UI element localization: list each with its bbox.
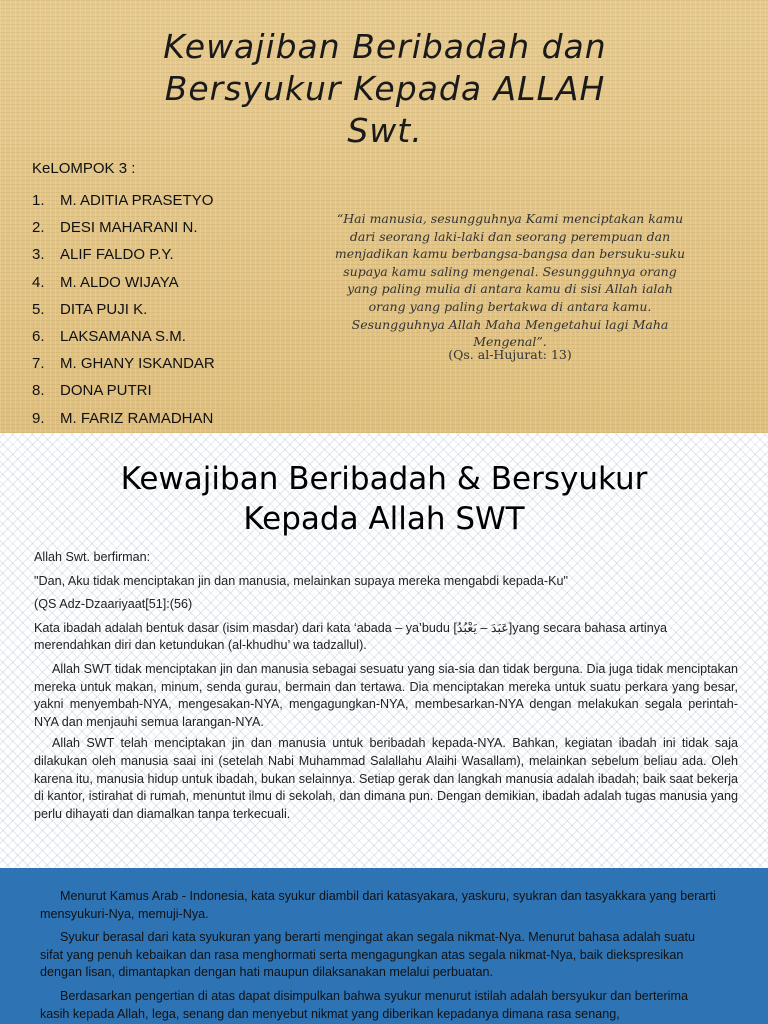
paragraph: Allah SWT telah menciptakan jin dan manusia untuk beribadah kepada-NYA. Bahkan, kegiatan ibadah ini tidak saja dilakukan oleh manusia saai ini (setelah Nabi Muhammad Salallahu Alaihi Wasallam), melainkan sebelum beliau ada. Oleh karena itu, manusia hidup untuk ibadah, bukan selainnya. Setiap gerak dan langkah manusia adalah ibadah; baik saat bekerja di kantor, istirahat di rumah, menuntut ilmu di sekolah, dan dimana pun. Dengan demikian, ibadah adalah tugas manusia yang perlu dihayati dan diamalkan tanpa terkecuali.: [34, 736, 738, 821]
slide2-body: [34, 549, 738, 827]
quran-quote: [315, 210, 705, 351]
slide1-title: [60, 26, 710, 152]
quote-line: orang yang paling bertakwa di antara kamu.: [368, 298, 652, 314]
quote-line: menjadikan kamu berbangsa-bangsa dan bersuku-suku: [334, 246, 686, 262]
member-item: [32, 272, 215, 299]
slide2-title-line: Kepada Allah SWT: [243, 501, 525, 537]
member-number: 7.: [32, 355, 45, 373]
member-number: 6.: [32, 327, 45, 345]
quote-line: Mengenal”.: [473, 334, 547, 350]
slide-ibadah: [0, 433, 768, 868]
member-item: [32, 244, 215, 271]
quote-line: supaya kamu saling mengenal. Sesungguhnya orang: [343, 263, 677, 279]
paragraph: Menurut Kamus Arab - Indonesia, kata syukur diambil dari katasyakara, yaskuru, syukran dan tasyakkara yang berarti mensyukuri-Nya, memuji-Nya.: [40, 889, 716, 921]
member-name: M. FARIZ RAMADHAN: [60, 409, 214, 427]
quote-line: dari seorang laki-laki dan seorang perempuan dan: [349, 228, 671, 244]
member-list: [32, 190, 215, 433]
member-number: 8.: [32, 382, 45, 400]
member-name: LAKSAMANA S.M.: [60, 327, 186, 345]
member-name: M. GHANY ISKANDAR: [60, 355, 215, 373]
member-item: [32, 380, 215, 407]
member-name: DITA PUJI K.: [60, 300, 148, 318]
quote-line: “Hai manusia, sesungguhnya Kami menciptakan kamu: [336, 211, 684, 226]
member-item: [32, 217, 215, 244]
paragraph: Berdasarkan pengertian di atas dapat disimpulkan bahwa syukur menurut istilah adalah bersyukur dan berterima kasih kepada Allah, lega, senang dan menyebut nikmat yang diberikan kepadanya dimana rasa senang,: [40, 988, 688, 1021]
member-number: 5.: [32, 300, 45, 318]
member-name: DESI MAHARANI N.: [60, 219, 198, 237]
member-name: M. ALDO WIJAYA: [60, 273, 179, 291]
quote-reference: (Qs. al-Hujurat: 13): [448, 347, 572, 362]
slide-title-group: [0, 0, 768, 433]
verse-quote: "Dan, Aku tidak menciptakan jin dan manusia, melainkan supaya mereka mengabdi kepada-Ku": [34, 573, 568, 588]
member-number: 9.: [32, 409, 45, 427]
member-name: ALIF FALDO P.Y.: [60, 246, 174, 264]
member-item: [32, 326, 215, 353]
slide2-title-line: Kewajiban Beribadah & Bersyukur: [120, 461, 648, 497]
member-name: M. ADITIA PRASETYO: [60, 192, 214, 209]
quote-line: yang paling mulia di antara kamu di sisi Allah ialah: [347, 281, 673, 297]
slide-syukur: [0, 868, 768, 1024]
paragraph: Syukur berasal dari kata syukuran yang berarti mengingat akan segala nikmat-Nya. Menurut bahasa adalah suatu sifat yang penuh kebaikan dan rasa menghormati serta mengagungkan atas segala nikmat-Nya, baik diekspresikan dengan lisan, dimantapkan dengan hati maupun dilaksanakan melalui perbuatan.: [40, 930, 695, 980]
group-heading: KeLOMPOK 3 :: [32, 160, 136, 177]
member-item: [32, 190, 215, 217]
slide1-title-line: Kewajiban Beribadah dan: [163, 27, 607, 66]
member-item: [32, 353, 215, 380]
verse-reference: (QS Adz-Dzaariyaat[51]:(56): [34, 597, 193, 612]
member-name: DONA PUTRI: [60, 382, 152, 400]
member-number: 4.: [32, 273, 45, 291]
slide3-body: [40, 888, 720, 1024]
body-line: Allah Swt. berfirman:: [34, 550, 151, 564]
slide1-title-line: Swt.: [347, 111, 423, 150]
slide2-title: [40, 459, 728, 539]
slide1-title-line: Bersyukur Kepada ALLAH: [164, 69, 606, 108]
member-item: [32, 299, 215, 326]
paragraph: Kata ibadah adalah bentuk dasar (isim masdar) dari kata ‘abada – ya’budu [عَبَدَ – يَعْبُدُ]yang secara bahasa artinya merendahkan diri dan ketundukan (al-khudhu’ wa tadzallul).: [34, 620, 668, 653]
member-number: 3.: [32, 246, 45, 264]
quote-line: Sesungguhnya Allah Maha Mengetahui lagi Maha: [351, 316, 669, 332]
member-number: 2.: [32, 219, 45, 237]
paragraph: Allah SWT tidak menciptakan jin dan manusia sebagai sesuatu yang sia-sia dan tidak berguna. Dia juga tidak menciptakan mereka untuk makan, minum, senda gurau, bermain dan tertawa. Dia menciptakan mereka untuk suatu perkara yang besar, yakni menyembah-NYA, mengesakan-NYA, mengagungkan-NYA, membesarkan-NYA dengan melakukan segala perintah-NYA dan menjauhi semua larangan-NYA.: [34, 661, 738, 729]
member-item: [32, 408, 215, 434]
member-number: 1.: [32, 192, 45, 209]
